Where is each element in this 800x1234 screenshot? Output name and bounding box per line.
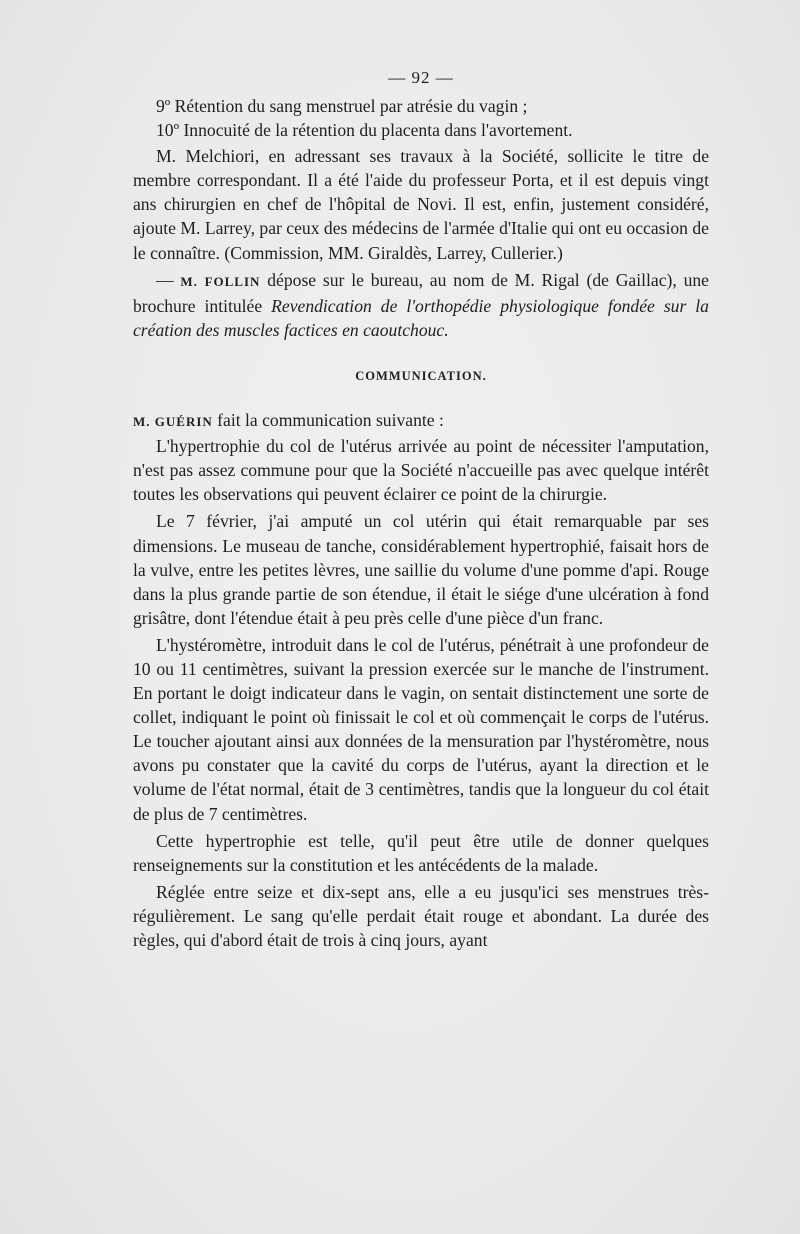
list-item-9: 9º Rétention du sang menstruel par atrésie du vagin ;	[156, 96, 528, 116]
guerin-name: M. GUÉRIN	[133, 414, 213, 430]
follin-text: dépose sur le bureau, au nom de M. Rigal (de Gaillac), une brochure intitulée	[133, 269, 709, 316]
paragraph-guerin-intro	[133, 408, 709, 434]
paragraph-fevrier: Le 7 février, j'ai amputé un col utérin qui était remarquable par ses dimensions. Le museau de tanche, considérablement hypertrophié, faisait hors de la vulve, entre les petites lèvres, une saillie du volume d'une pomme d'api. Rouge dans la plus grande partie de son étendue, il était le siége d'une ulcération à fond grisâtre, dont l'étendue était à peu près celle d'une pièce d'un franc.	[133, 511, 709, 628]
follin-name: M. FOLLIN	[180, 273, 261, 289]
text-block	[133, 62, 709, 952]
section-heading: COMMUNICATION.	[355, 368, 487, 383]
paragraph-hypertrophie: L'hypertrophie du col de l'utérus arrivée au point de nécessiter l'amputation, n'est pas assez commune pour que la Société n'accueille pas avec quelque intérêt toutes les observations qui peuvent éclairer ce point de la chirurgie.	[133, 436, 709, 505]
paragraph-hysterometre: L'hystéromètre, introduit dans le col de l'utérus, pénétrait à une profondeur de 10 ou 11 centimètres, suivant la pression exercée sur le manche de l'instrument. En portant le doigt indicateur dans le vagin, on sentait distinctement une sorte de collet, indiquant le point où finissait le col et où commençait le corps de l'utérus. Le toucher ajoutant ainsi aux données de la mensuration par l'hystéromètre, nous avons pu constater que la cavité du corps de l'utérus, ayant la direction et le volume de l'état normal, était de 3 centimètres, tandis que la longueur du col était de plus de 7 centimètres.	[133, 634, 709, 824]
paragraph-follin	[133, 268, 709, 342]
paragraph-reglee: Réglée entre seize et dix-sept ans, elle a eu jusqu'ici ses menstrues très-régulièrement. Le sang qu'elle perdait était rouge et abondant. La durée des règles, qui d'abord était de trois à cinq jours, ayant	[133, 881, 709, 950]
follin-prefix: —	[156, 269, 181, 290]
follin-brochure-title: Revendication de l'orthopédie physiologique fondée sur la création des muscles factices en caoutchouc.	[133, 295, 709, 340]
page-number: — 92 —	[388, 68, 454, 87]
paragraph-cette: Cette hypertrophie est telle, qu'il peut être utile de donner quelques renseignements sur la constitution et les antécédents de la malade.	[133, 830, 709, 875]
list-item-10: 10º Innocuité de la rétention du placenta dans l'avortement.	[156, 120, 573, 141]
guerin-intro-text: fait la communication suivante :	[212, 410, 444, 431]
paragraph-melchiori: M. Melchiori, en adressant ses travaux à la Société, sollicite le titre de membre correspondant. Il a été l'aide du professeur Porta, et il est depuis vingt ans chirurgien en chef de l'hôpital de Novi. Il est, enfin, justement considéré, ajoute M. Larrey, par ceux des médecins de l'armée d'Italie qui ont eu occasion de le connaître. (Commission, MM. Giraldès, Larrey, Cullerier.)	[133, 146, 709, 263]
